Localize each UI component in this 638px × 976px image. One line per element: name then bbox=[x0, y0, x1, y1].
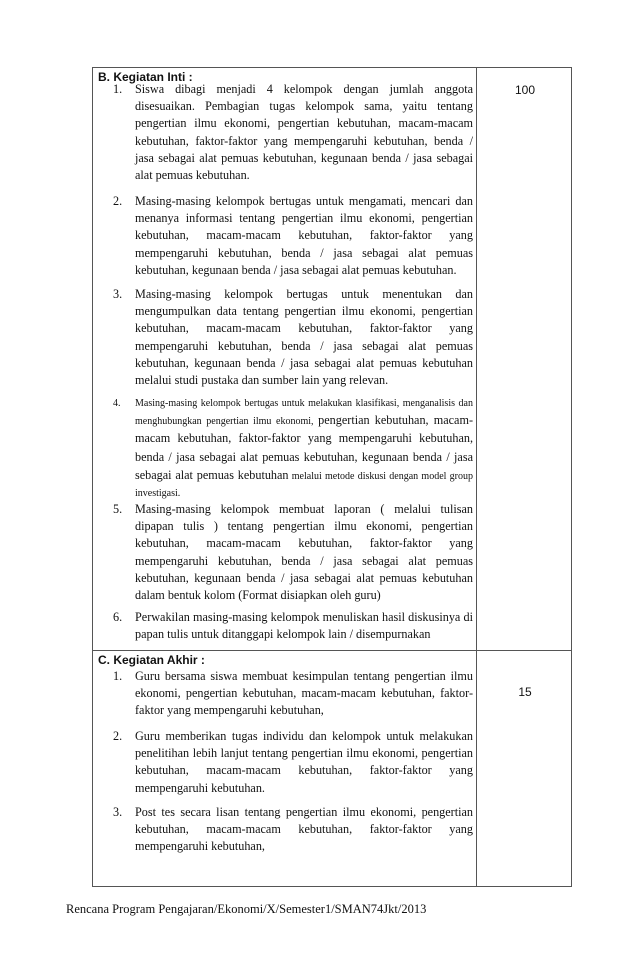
item-text: Guru memberikan tugas individu dan kelompok untuk melakukan penelitihan lebih lanjut tentang pengertian ilmu ekonomi, pengertian kebutuhan, macam-macam kebutuhan, faktor-faktor yang mempengaruhi kebutuhan. bbox=[135, 729, 473, 795]
item-number: 1. bbox=[113, 82, 123, 96]
item-text: Masing-masing kelompok bertugas untuk mengamati, mencari dan menanya informasi tentang pengertian ilmu ekonomi, pengertian kebutuhan, macam-macam kebutuhan, faktor-faktor yang mempengaruhi kebutuhan, benda / jasa sebagai alat pemuas kebutuhan, kegunaan benda / jasa sebagai alat pemuas kebutuhan. bbox=[135, 194, 473, 277]
section-b-item-2 bbox=[113, 193, 473, 279]
item-number: 5. bbox=[113, 502, 123, 516]
section-b-item-4 bbox=[113, 395, 473, 502]
section-b-item-3 bbox=[113, 286, 473, 389]
item-number: 2. bbox=[113, 729, 123, 743]
section-c-item-1 bbox=[113, 668, 473, 720]
item-text: Perwakilan masing-masing kelompok menuliskan hasil diskusinya di papan tulis untuk ditanggapi kelompok lain / disempurnakan bbox=[135, 610, 473, 642]
section-b-item-6 bbox=[113, 609, 473, 643]
section-b-time: 100 bbox=[514, 83, 536, 97]
section-c-item-2 bbox=[113, 728, 473, 797]
column-divider bbox=[476, 68, 477, 886]
section-c-heading: C. Kegiatan Akhir : bbox=[98, 653, 205, 667]
item-text bbox=[135, 395, 473, 502]
item-text-part-c: melalui metode diskusi dengan model group investigasi. bbox=[135, 470, 473, 500]
item-text-part-b: pengertian kebutuhan, macam-macam kebutuhan, faktor-faktor yang mempengaruhi kebutuhan, benda / jasa sebagai alat pemuas kebutuhan, kegunaan benda / jasa sebagai alat pemuas kebutuhan bbox=[135, 413, 473, 482]
section-c-time: 15 bbox=[518, 685, 532, 699]
item-number: 3. bbox=[113, 805, 123, 819]
item-text: Masing-masing kelompok bertugas untuk menentukan dan mengumpulkan data tentang pengertian ilmu ekonomi, pengertian kebutuhan, macam-macam kebutuhan, faktor-faktor yang mempengaruhi kebutuhan, benda / jasa sebagai alat pemuas kebutuhan, kegunaan benda / jasa sebagai alat pemuas kebutuhan melalui studi pustaka dan sumber lain yang relevan. bbox=[135, 287, 473, 388]
item-text: Guru bersama siswa membuat kesimpulan tentang pengertian ilmu ekonomi, pengertian kebutuhan, macam-macam kebutuhan, faktor-faktor yang mempengaruhi kebutuhan, bbox=[135, 669, 473, 718]
page-footer: Rencana Program Pengajaran/Ekonomi/X/Semester1/SMAN74Jkt/2013 bbox=[66, 902, 427, 916]
item-text: Siswa dibagi menjadi 4 kelompok dengan jumlah anggota disesuaikan. Pembagian tugas kelompok sama, yaitu tentang pengertian ilmu ekonomi, pengertian kebutuhan, macam-macam kebutuhan, faktor-faktor yang mempengaruhi kebutuhan, benda / jasa sebagai alat pemuas kebutuhan, kegunaan benda / jasa sebagai alat pemuas kebutuhan. bbox=[135, 82, 473, 183]
section-b-heading: B. Kegiatan Inti : bbox=[98, 70, 193, 84]
section-b-item-5 bbox=[113, 501, 473, 604]
item-number: 4. bbox=[113, 398, 121, 409]
item-number: 6. bbox=[113, 610, 123, 624]
row-divider bbox=[93, 650, 571, 651]
activity-table bbox=[92, 67, 572, 887]
item-text: Masing-masing kelompok membuat laporan ( melalui tulisan dipapan tulis ) tentang pengertian ilmu ekonomi, pengertian kebutuhan, macam-macam kebutuhan, faktor-faktor yang mempengaruhi kebutuhan, benda / jasa sebagai alat pemuas kebutuhan, kegunaan benda / jasa sebagai alat pemuas kebutuhan dalam bentuk kolom (Format disiapkan oleh guru) bbox=[135, 502, 473, 603]
section-c-item-3 bbox=[113, 804, 473, 856]
item-number: 2. bbox=[113, 194, 123, 208]
item-number: 3. bbox=[113, 287, 123, 301]
item-text: Post tes secara lisan tentang pengertian ilmu ekonomi, pengertian kebutuhan, macam-macam kebutuhan, faktor-faktor yang mempengaruhi kebutuhan, bbox=[135, 805, 473, 854]
item-number: 1. bbox=[113, 669, 123, 683]
item-text-part-a: Masing-masing kelompok bertugas untuk melakukan klasifikasi, menganalisis dan menghubungkan pengertian ilmu ekonomi, bbox=[135, 398, 473, 428]
section-b-item-1 bbox=[113, 81, 473, 184]
